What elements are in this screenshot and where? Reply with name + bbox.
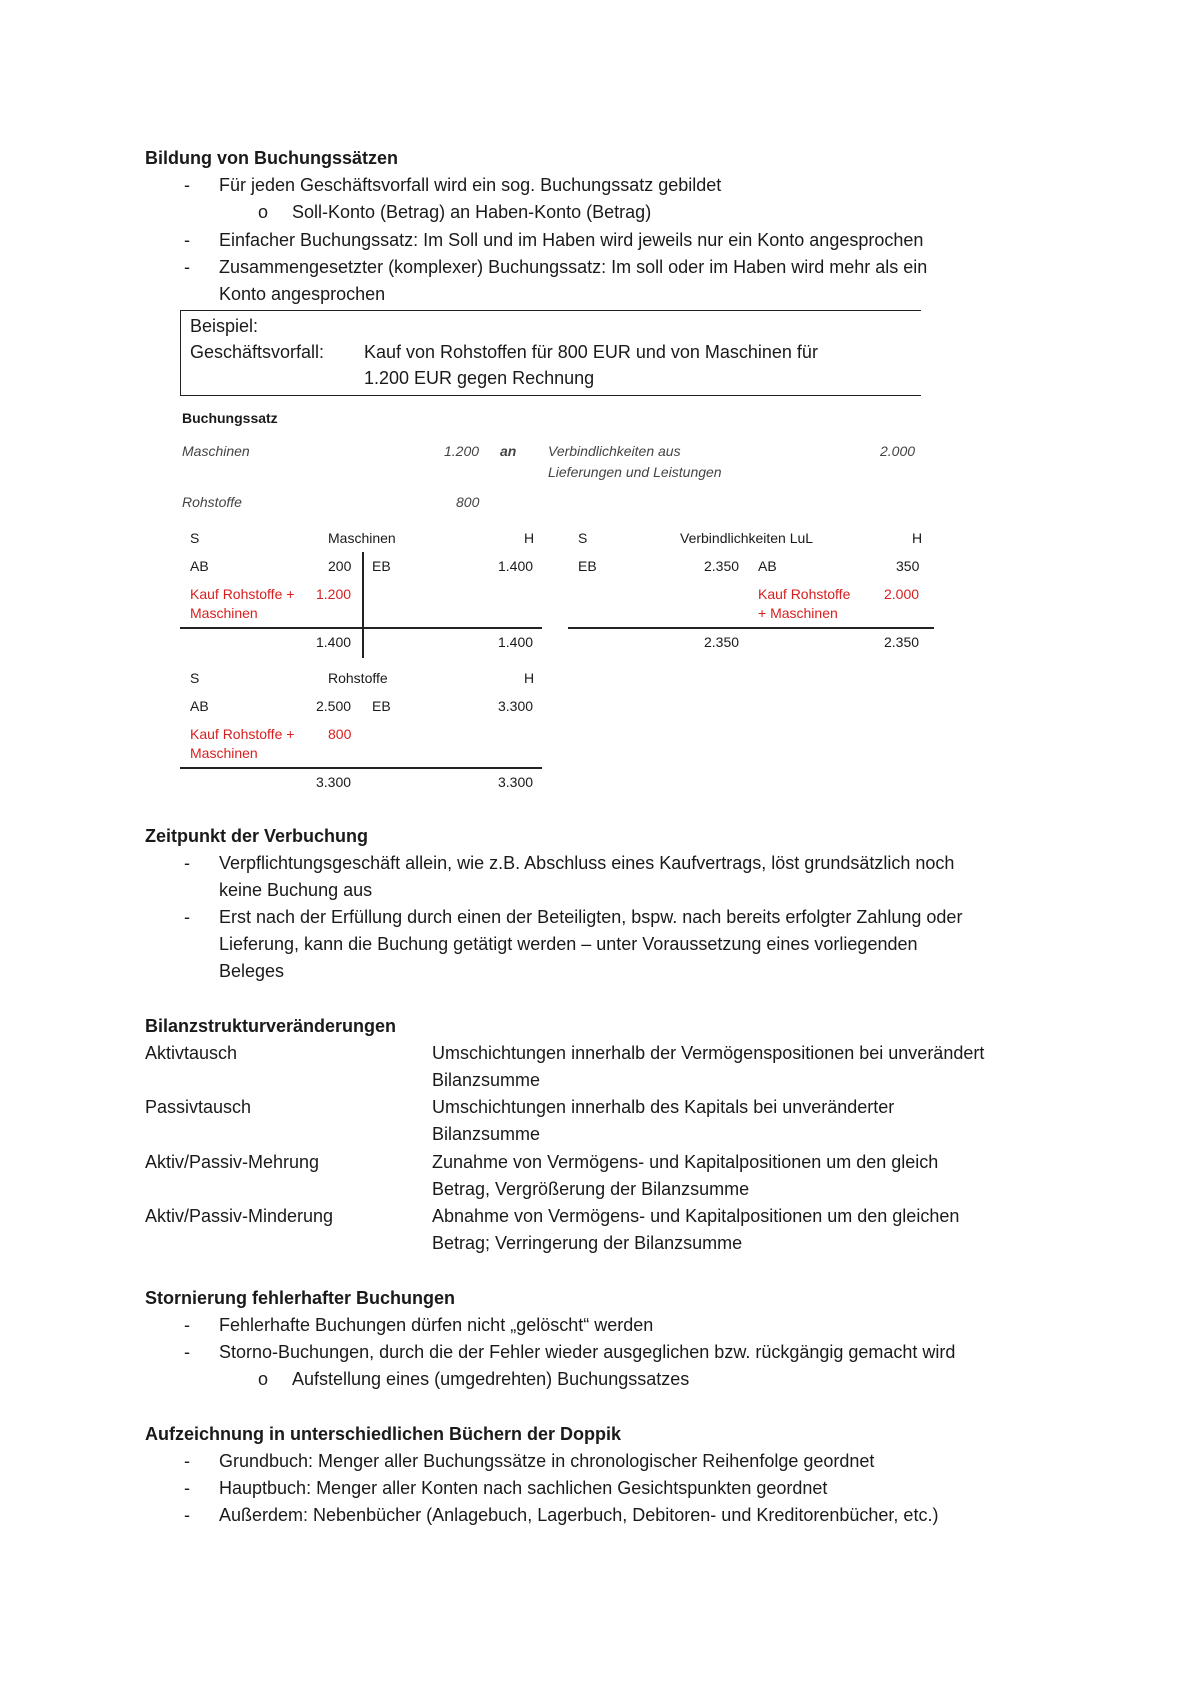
bullet-text: Grundbuch: Menger aller Buchungssätze in chronologischer Reihenfolge geordnet [219, 1451, 875, 1471]
bullet-text-cont: Lieferung, kann die Buchung getätigt werden – unter Voraussetzung eines vorliegenden [219, 934, 918, 954]
t-entry-label-cont: Maschinen [190, 745, 258, 761]
bullet-dash: - [184, 1478, 190, 1498]
bullet-text: Fehlerhafte Buchungen dürfen nicht „gelöscht“ werden [219, 1315, 654, 1335]
t-sum-value: 3.300 [316, 774, 352, 790]
bullet-text: Außerdem: Nebenbücher (Anlagebuch, Lagerbuch, Debitoren- und Kreditorenbücher, etc.) [219, 1505, 939, 1525]
t-haben-label: H [524, 530, 535, 546]
bullet-text-cont: Konto angesprochen [219, 284, 386, 304]
sub-bullet-text: Aufstellung eines (umgedrehten) Buchungssatzes [292, 1369, 690, 1389]
t-sum-line [180, 767, 542, 769]
bullet-text: Einfacher Buchungssatz: Im Soll und im Haben wird jeweils nur ein Konto angesprochen [219, 230, 924, 250]
t-entry-value: 350 [896, 558, 920, 574]
bullet-text: Verpflichtungsgeschäft allein, wie z.B. Abschluss eines Kaufvertrags, löst grundsätzlich noch [219, 853, 955, 873]
heading-bilanzstruktur: Bilanzstrukturveränderungen [145, 1016, 397, 1036]
t-entry-label: EB [578, 558, 597, 574]
bullet-text: Für jeden Geschäftsvorfall wird ein sog. Buchungssatz gebildet [219, 175, 722, 195]
vorfall-text: Kauf von Rohstoffen für 800 EUR und von Maschinen für [364, 342, 818, 362]
t-account-name: Rohstoffe [328, 670, 388, 686]
debit-amount: 800 [456, 494, 480, 510]
t-soll-label: S [190, 530, 200, 546]
vorfall-text-cont: 1.200 EUR gegen Rechnung [364, 368, 595, 388]
t-sum-value: 1.400 [316, 634, 352, 650]
sub-bullet-text: Soll-Konto (Betrag) an Haben-Konto (Betrag) [292, 202, 652, 222]
t-entry-value: 1.400 [498, 558, 534, 574]
bullet-dash: - [184, 1342, 190, 1362]
bullet-text: Storno-Buchungen, durch die der Fehler wieder ausgeglichen bzw. rückgängig gemacht wird [219, 1342, 956, 1362]
t-entry-label: AB [758, 558, 777, 574]
t-entry-label: AB [190, 698, 209, 714]
term-definition: Umschichtungen innerhalb der Vermögenspositionen bei unverändert [432, 1043, 985, 1063]
t-sum-value: 1.400 [498, 634, 534, 650]
t-entry-label: Kauf Rohstoffe + [190, 726, 295, 742]
bullet-dash: - [184, 1451, 190, 1471]
example-label: Beispiel: [190, 316, 259, 336]
term-label: Aktivtausch [145, 1043, 238, 1063]
bullet-text: Erst nach der Erfüllung durch einen der Beteiligten, bspw. nach bereits erfolgter Zahlung oder [219, 907, 963, 927]
t-entry-label: Kauf Rohstoffe + [190, 586, 295, 602]
t-sum-line [568, 627, 934, 629]
t-account-name: Maschinen [328, 530, 396, 546]
term-definition: Abnahme von Vermögens- und Kapitalpositionen um den gleichen [432, 1206, 960, 1226]
t-entry-value: 2.350 [704, 558, 740, 574]
t-account-name: Verbindlichkeiten LuL [680, 530, 814, 546]
bullet-dash: - [184, 1505, 190, 1525]
t-entry-value: 2.000 [884, 586, 920, 602]
t-entry-label: AB [190, 558, 209, 574]
t-haben-label: H [524, 670, 535, 686]
term-definition-cont: Betrag, Vergrößerung der Bilanzsumme [432, 1179, 750, 1199]
heading-aufzeichnung: Aufzeichnung in unterschiedlichen Büchern der Doppik [145, 1424, 622, 1444]
t-entry-label: EB [372, 558, 391, 574]
t-entry-value: 800 [328, 726, 352, 742]
bullet-text-cont: keine Buchung aus [219, 880, 373, 900]
bullet-text: Hauptbuch: Menger aller Konten nach sachlichen Gesichtspunkten geordnet [219, 1478, 828, 1498]
term-definition: Umschichtungen innerhalb des Kapitals bei unveränderter [432, 1097, 895, 1117]
t-entry-label: EB [372, 698, 391, 714]
t-entry-value: 3.300 [498, 698, 534, 714]
t-sum-line [180, 627, 542, 629]
t-entry-label: Kauf Rohstoffe [758, 586, 851, 602]
bullet-text: Zusammengesetzter (komplexer) Buchungssatz: Im soll oder im Haben wird mehr als ein [219, 257, 928, 277]
t-sum-value: 2.350 [884, 634, 920, 650]
debit-amount: 1.200 [444, 443, 480, 459]
t-soll-label: S [190, 670, 200, 686]
sub-bullet-marker: o [258, 202, 269, 222]
buchungssatz-title: Buchungssatz [182, 410, 278, 426]
term-definition: Zunahme von Vermögens- und Kapitalpositionen um den gleich [432, 1152, 939, 1172]
credit-account-cont: Lieferungen und Leistungen [548, 464, 722, 480]
bullet-dash: - [184, 907, 190, 927]
t-entry-label-cont: + Maschinen [758, 605, 838, 621]
debit-account: Maschinen [182, 443, 250, 459]
term-label: Aktiv/Passiv-Minderung [145, 1206, 334, 1226]
term-definition-cont: Bilanzsumme [432, 1124, 541, 1144]
vorfall-label: Geschäftsvorfall: [190, 342, 325, 362]
heading-stornierung: Stornierung fehlerhafter Buchungen [145, 1288, 456, 1308]
t-entry-value: 2.500 [316, 698, 352, 714]
t-soll-label: S [578, 530, 588, 546]
bullet-dash: - [184, 1315, 190, 1335]
t-entry-label-cont: Maschinen [190, 605, 258, 621]
term-definition-cont: Bilanzsumme [432, 1070, 541, 1090]
credit-account: Verbindlichkeiten aus [548, 443, 681, 459]
t-entry-value: 200 [328, 558, 352, 574]
t-sum-value: 3.300 [498, 774, 534, 790]
t-sum-value: 2.350 [704, 634, 740, 650]
bullet-dash: - [184, 230, 190, 250]
bullet-dash: - [184, 175, 190, 195]
t-haben-label: H [912, 530, 923, 546]
bullet-dash: - [184, 257, 190, 277]
heading-zeitpunkt: Zeitpunkt der Verbuchung [145, 826, 369, 846]
t-vertical-line [362, 552, 364, 658]
bullet-text-cont: Beleges [219, 961, 285, 981]
term-label: Passivtausch [145, 1097, 252, 1117]
credit-amount: 2.000 [880, 443, 916, 459]
term-label: Aktiv/Passiv-Mehrung [145, 1152, 320, 1172]
an-keyword: an [500, 443, 517, 459]
term-definition-cont: Betrag; Verringerung der Bilanzsumme [432, 1233, 743, 1253]
t-entry-value: 1.200 [316, 586, 352, 602]
heading-bildung: Bildung von Buchungssätzen [145, 148, 399, 168]
debit-account: Rohstoffe [182, 494, 242, 510]
bullet-dash: - [184, 853, 190, 873]
sub-bullet-marker: o [258, 1369, 269, 1389]
